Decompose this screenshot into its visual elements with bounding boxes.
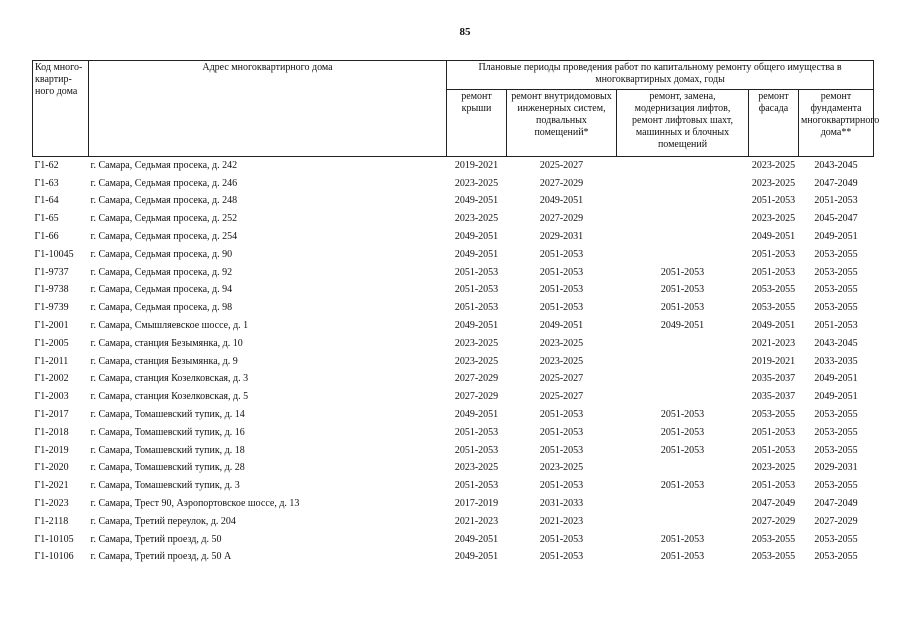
cell-address: г. Самара, Томашевский тупик, д. 14 (90, 409, 245, 421)
cell-lifts: 2051-2053 (660, 409, 705, 421)
cell-roof: 2023-2025 (454, 355, 499, 367)
cell-address: г. Самара, Седьмая просека, д. 94 (90, 284, 233, 296)
cell-address: г. Самара, Седьмая просека, д. 252 (90, 213, 238, 225)
cell-address: г. Самара, станция Козелковская, д. 3 (90, 373, 249, 385)
cell-roof: 2051-2053 (454, 284, 499, 296)
cell-systems: 2051-2053 (539, 266, 584, 278)
cell-facade: 2051-2053 (751, 444, 796, 456)
cell-facade: 2023-2025 (751, 462, 796, 474)
table-row (33, 424, 874, 442)
cell-roof: 2049-2051 (454, 195, 499, 207)
cell-systems: 2051-2053 (539, 426, 584, 438)
table-row (33, 531, 874, 549)
table-row (33, 210, 874, 228)
cell-roof: 2049-2051 (454, 533, 499, 545)
cell-roof: 2051-2053 (454, 444, 499, 456)
table-row (33, 477, 874, 495)
table-row (33, 157, 874, 175)
cell-facade: 2053-2055 (751, 551, 796, 563)
cell-address: г. Самара, Трест 90, Аэропортовское шоссе, д. 13 (90, 498, 300, 510)
cell-address: г. Самара, Седьмая просека, д. 248 (90, 195, 238, 207)
cell-address: г. Самара, Седьмая просека, д. 98 (90, 302, 233, 314)
cell-foundation: 2053-2055 (814, 266, 858, 278)
cell-address: г. Самара, Томашевский тупик, д. 18 (90, 444, 245, 456)
cell-foundation: 2033-2035 (814, 355, 858, 367)
cell-code: Г1-2002 (34, 373, 69, 385)
cell-facade: 2023-2025 (751, 177, 796, 189)
cell-systems: 2051-2053 (539, 409, 584, 421)
cell-facade: 2053-2055 (751, 533, 796, 545)
table-row (33, 317, 874, 335)
cell-foundation: 2053-2055 (814, 426, 858, 438)
cell-facade: 2021-2023 (751, 337, 796, 349)
cell-systems: 2051-2053 (539, 533, 584, 545)
cell-code: Г1-10105 (34, 533, 74, 545)
cell-systems: 2049-2051 (539, 195, 584, 207)
cell-systems: 2025-2027 (539, 373, 584, 385)
table-body (33, 157, 874, 567)
cell-facade: 2049-2051 (751, 320, 796, 332)
cell-address: г. Самара, станция Безымянка, д. 9 (90, 355, 238, 367)
cell-address: г. Самара, Томашевский тупик, д. 3 (90, 480, 240, 492)
cell-facade: 2047-2049 (751, 498, 796, 510)
cell-roof: 2051-2053 (454, 426, 499, 438)
cell-code: Г1-63 (34, 177, 59, 189)
cell-code: Г1-2018 (34, 426, 69, 438)
cell-address: г. Самара, Третий проезд, д. 50 А (90, 551, 232, 563)
cell-lifts: 2051-2053 (660, 302, 705, 314)
cell-roof: 2049-2051 (454, 551, 499, 563)
cell-address: г. Самара, станция Козелковская, д. 5 (90, 391, 249, 403)
cell-facade: 2053-2055 (751, 302, 796, 314)
cell-code: Г1-9739 (34, 302, 69, 314)
cell-lifts (617, 460, 749, 478)
cell-facade: 2027-2029 (751, 515, 796, 527)
cell-code: Г1-9737 (34, 266, 69, 278)
cell-facade: 2049-2051 (751, 231, 796, 243)
header-code: Код много-квартир-ного дома (33, 61, 89, 157)
cell-lifts: 2051-2053 (660, 551, 705, 563)
cell-foundation: 2053-2055 (814, 284, 858, 296)
table-row (33, 549, 874, 567)
cell-code: Г1-2118 (34, 515, 69, 527)
cell-systems: 2051-2053 (539, 302, 584, 314)
table-row (33, 371, 874, 389)
cell-lifts: 2051-2053 (660, 444, 705, 456)
cell-facade: 2053-2055 (751, 284, 796, 296)
cell-facade: 2023-2025 (751, 213, 796, 225)
cell-code: Г1-10106 (34, 551, 74, 563)
cell-facade: 2051-2053 (751, 248, 796, 260)
cell-foundation: 2049-2051 (814, 231, 858, 243)
cell-roof: 2051-2053 (454, 302, 499, 314)
cell-systems: 2021-2023 (539, 515, 584, 527)
cell-roof: 2049-2051 (454, 320, 499, 332)
cell-code: Г1-2023 (34, 498, 69, 510)
header-facade: ремонт фасада (749, 90, 799, 157)
cell-lifts (617, 157, 749, 175)
table-row (33, 406, 874, 424)
cell-lifts: 2051-2053 (660, 266, 705, 278)
cell-roof: 2049-2051 (454, 248, 499, 260)
cell-address: г. Самара, Седьмая просека, д. 242 (90, 159, 238, 171)
cell-lifts: 2051-2053 (660, 533, 705, 545)
cell-code: Г1-62 (34, 159, 59, 171)
cell-lifts: 2051-2053 (660, 480, 705, 492)
cell-lifts (617, 246, 749, 264)
cell-address: г. Самара, Томашевский тупик, д. 16 (90, 426, 245, 438)
cell-code: Г1-64 (34, 195, 59, 207)
header-systems: ремонт внутридомовых инженерных систем, подвальных помещений* (507, 90, 617, 157)
cell-code: Г1-66 (34, 231, 59, 243)
cell-lifts (617, 388, 749, 406)
cell-foundation: 2049-2051 (814, 391, 858, 403)
table-row (33, 353, 874, 371)
cell-foundation: 2029-2031 (814, 462, 858, 474)
cell-facade: 2019-2021 (751, 355, 796, 367)
cell-code: Г1-2011 (34, 355, 69, 367)
cell-code: Г1-2020 (34, 462, 69, 474)
cell-facade: 2053-2055 (751, 409, 796, 421)
cell-facade: 2051-2053 (751, 195, 796, 207)
header-row-main (33, 61, 874, 90)
cell-roof: 2049-2051 (454, 409, 499, 421)
cell-roof: 2051-2053 (454, 480, 499, 492)
cell-roof: 2027-2029 (454, 391, 499, 403)
table-row (33, 495, 874, 513)
cell-foundation: 2051-2053 (814, 195, 858, 207)
cell-roof: 2049-2051 (454, 231, 499, 243)
cell-foundation: 2053-2055 (814, 533, 858, 545)
cell-roof: 2027-2029 (454, 373, 499, 385)
cell-lifts (617, 193, 749, 211)
cell-lifts (617, 335, 749, 353)
cell-address: г. Самара, Третий проезд, д. 50 (90, 533, 222, 545)
cell-foundation: 2051-2053 (814, 320, 858, 332)
cell-roof: 2021-2023 (454, 515, 499, 527)
cell-systems: 2051-2053 (539, 444, 584, 456)
cell-code: Г1-2021 (34, 480, 69, 492)
cell-roof: 2017-2019 (454, 498, 499, 510)
cell-roof: 2019-2021 (454, 159, 499, 171)
cell-roof: 2023-2025 (454, 213, 499, 225)
cell-code: Г1-2017 (34, 409, 69, 421)
cell-lifts (617, 495, 749, 513)
cell-facade: 2035-2037 (751, 391, 796, 403)
cell-facade: 2023-2025 (751, 159, 796, 171)
cell-systems: 2031-2033 (539, 498, 584, 510)
cell-lifts (617, 371, 749, 389)
cell-facade: 2035-2037 (751, 373, 796, 385)
cell-facade: 2051-2053 (751, 266, 796, 278)
cell-foundation: 2053-2055 (814, 302, 858, 314)
cell-code: Г1-65 (34, 213, 59, 225)
cell-address: г. Самара, Седьмая просека, д. 246 (90, 177, 238, 189)
cell-systems: 2049-2051 (539, 320, 584, 332)
table-row (33, 299, 874, 317)
cell-address: г. Самара, Седьмая просека, д. 254 (90, 231, 238, 243)
table-row (33, 264, 874, 282)
header-address: Адрес многоквартирного дома (89, 61, 447, 157)
cell-foundation: 2047-2049 (814, 177, 858, 189)
table-row (33, 442, 874, 460)
cell-lifts: 2051-2053 (660, 426, 705, 438)
table-row (33, 335, 874, 353)
table-row (33, 246, 874, 264)
cell-foundation: 2049-2051 (814, 373, 858, 385)
cell-systems: 2029-2031 (539, 231, 584, 243)
cell-facade: 2051-2053 (751, 426, 796, 438)
cell-address: г. Самара, Смышляевское шоссе, д. 1 (90, 320, 249, 332)
cell-foundation: 2053-2055 (814, 444, 858, 456)
cell-systems: 2023-2025 (539, 462, 584, 474)
cell-roof: 2023-2025 (454, 337, 499, 349)
cell-code: Г1-2019 (34, 444, 69, 456)
cell-lifts (617, 210, 749, 228)
cell-foundation: 2045-2047 (814, 213, 858, 225)
table-row (33, 228, 874, 246)
cell-systems: 2023-2025 (539, 337, 584, 349)
cell-foundation: 2047-2049 (814, 498, 858, 510)
cell-address: г. Самара, Седьмая просека, д. 92 (90, 266, 233, 278)
cell-foundation: 2053-2055 (814, 248, 858, 260)
header-roof: ремонт крыши (447, 90, 507, 157)
cell-lifts: 2051-2053 (660, 284, 705, 296)
cell-roof: 2023-2025 (454, 177, 499, 189)
page-number: 85 (459, 26, 471, 38)
cell-lifts: 2049-2051 (660, 320, 705, 332)
cell-lifts (617, 175, 749, 193)
cell-foundation: 2053-2055 (814, 480, 858, 492)
cell-code: Г1-2005 (34, 337, 69, 349)
capital-repair-table (32, 60, 880, 566)
cell-systems: 2025-2027 (539, 159, 584, 171)
table-row (33, 193, 874, 211)
cell-systems: 2051-2053 (539, 248, 584, 260)
cell-foundation: 2027-2029 (814, 515, 858, 527)
table-row (33, 282, 874, 300)
header-periods: Плановые периоды проведения работ по капитальному ремонту общего имущества в многоквартирных домах, годы (447, 61, 874, 90)
cell-roof: 2023-2025 (454, 462, 499, 474)
cell-address: г. Самара, Томашевский тупик, д. 28 (90, 462, 245, 474)
cell-lifts (617, 228, 749, 246)
cell-facade: 2051-2053 (751, 480, 796, 492)
table-row (33, 460, 874, 478)
cell-code: Г1-10045 (34, 248, 74, 260)
header-foundation: ремонт фундамента многоквартирного дома** (799, 90, 874, 157)
cell-systems: 2027-2029 (539, 213, 584, 225)
cell-systems: 2051-2053 (539, 284, 584, 296)
table-header (33, 61, 880, 157)
table-row (33, 513, 874, 531)
cell-foundation: 2043-2045 (814, 159, 858, 171)
header-lifts: ремонт, замена, модернизация лифтов, ремонт лифтовых шахт, машинных и блочных помещений (617, 90, 749, 157)
cell-foundation: 2043-2045 (814, 337, 858, 349)
cell-code: Г1-2003 (34, 391, 69, 403)
cell-address: г. Самара, станция Безымянка, д. 10 (90, 337, 243, 349)
cell-address: г. Самара, Седьмая просека, д. 90 (90, 248, 233, 260)
cell-systems: 2051-2053 (539, 480, 584, 492)
cell-lifts (617, 513, 749, 531)
cell-address: г. Самара, Третий переулок, д. 204 (90, 515, 236, 527)
cell-lifts (617, 353, 749, 371)
table-row (33, 388, 874, 406)
cell-foundation: 2053-2055 (814, 409, 858, 421)
cell-systems: 2023-2025 (539, 355, 584, 367)
cell-code: Г1-9738 (34, 284, 69, 296)
cell-foundation: 2053-2055 (814, 551, 858, 563)
cell-systems: 2051-2053 (539, 551, 584, 563)
cell-code: Г1-2001 (34, 320, 69, 332)
table-row (33, 175, 874, 193)
cell-roof: 2051-2053 (454, 266, 499, 278)
cell-systems: 2027-2029 (539, 177, 584, 189)
cell-systems: 2025-2027 (539, 391, 584, 403)
